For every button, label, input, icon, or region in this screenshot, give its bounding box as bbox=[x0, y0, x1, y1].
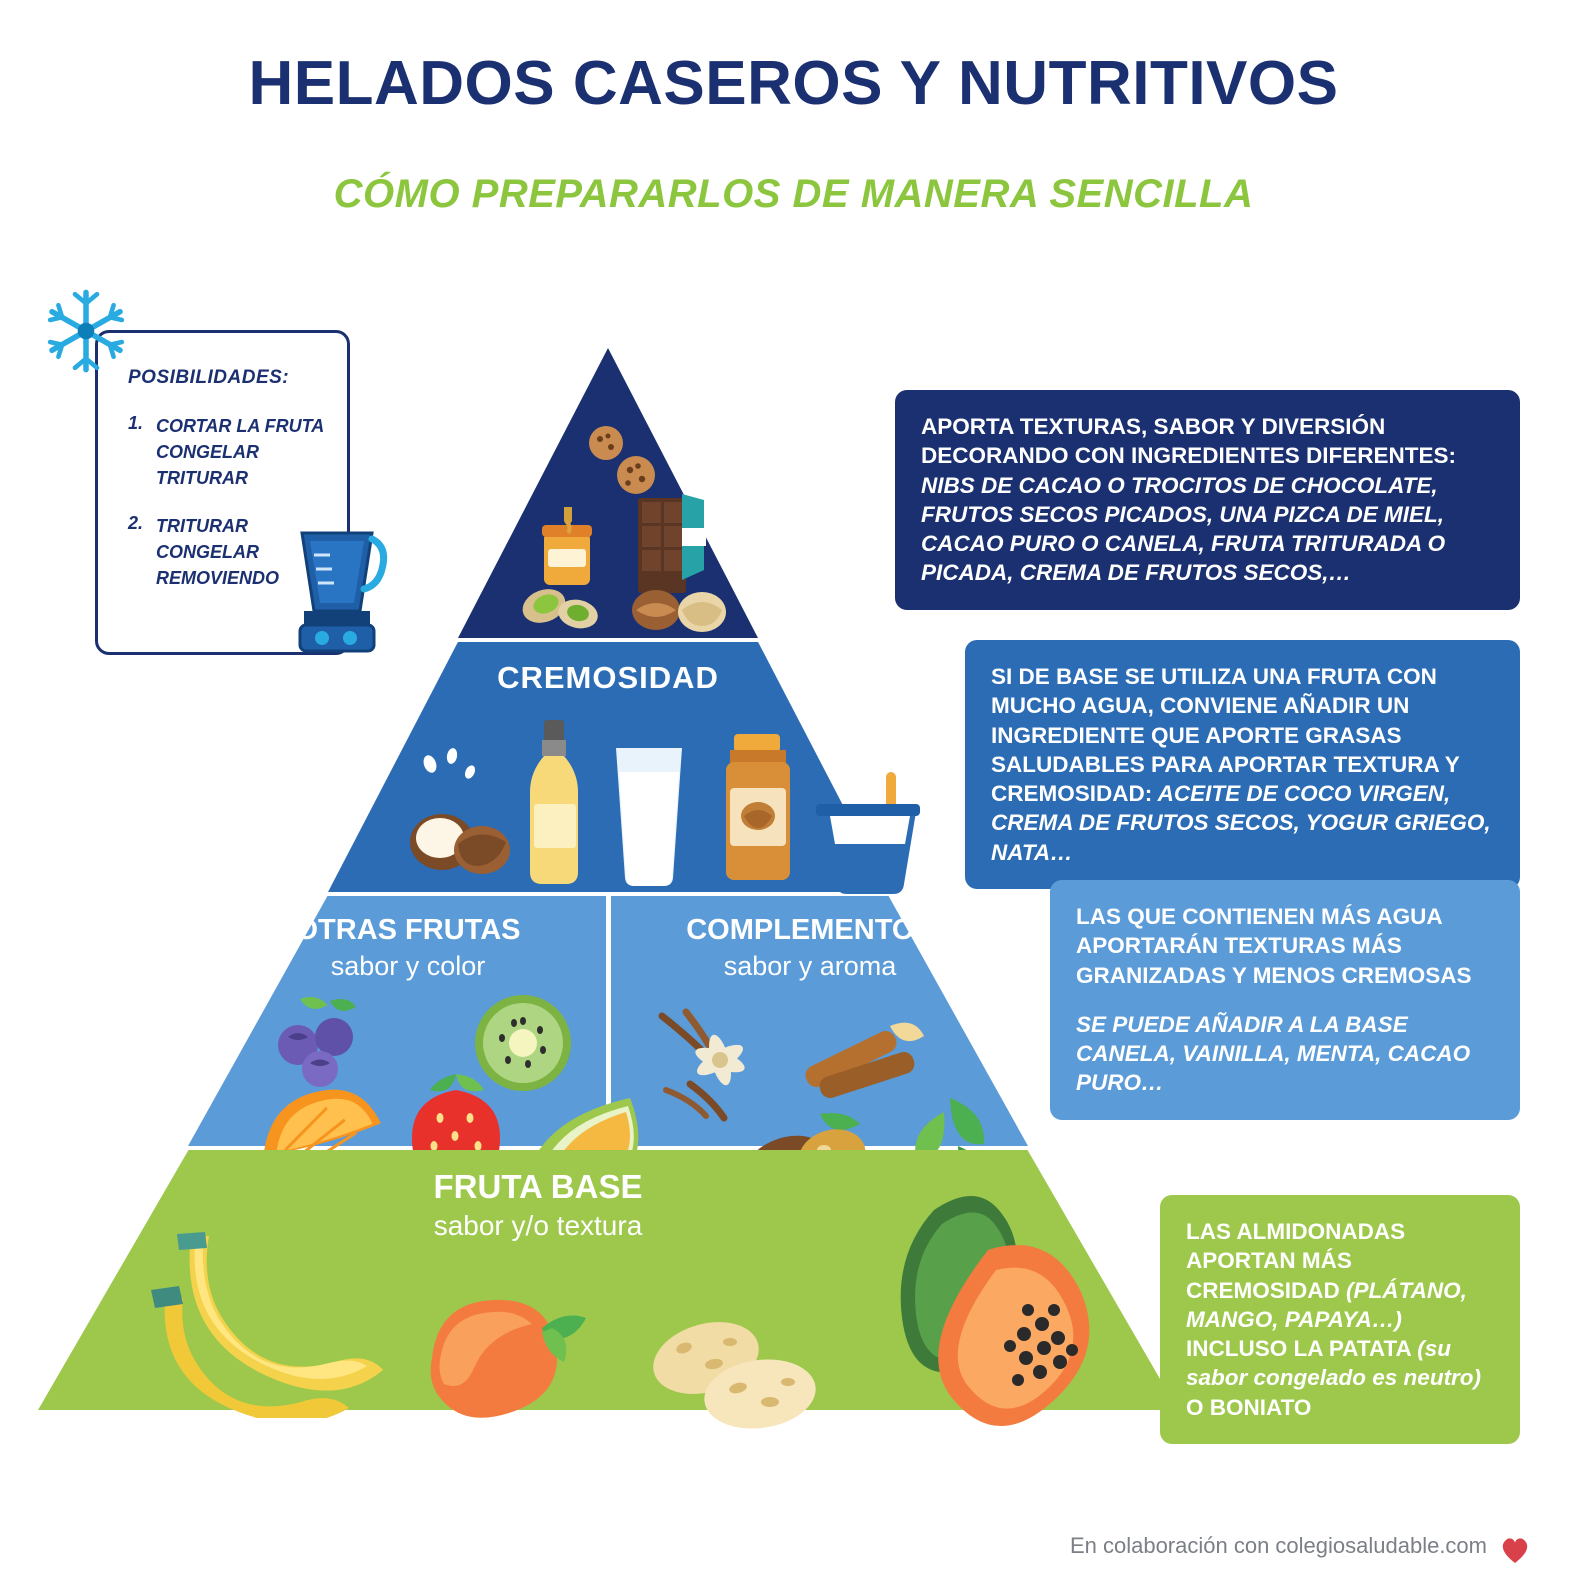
level-subtitle: sabor y/o textura bbox=[433, 1209, 643, 1241]
list-item-number: 1. bbox=[128, 413, 144, 433]
note1-italic: NIBS DE CACAO O TROCITOS DE CHOCOLATE, FRUTOS SECOS PICADOS, UNA PIZCA DE MIEL, CACAO PURO O CANELA, FRUTA TRITURADA O PICADA, CREMA DE FRUTOS SECOS,… bbox=[921, 472, 1446, 586]
pyramid-label-otras-frutas bbox=[208, 914, 608, 982]
peanut-butter-jar-icon bbox=[710, 730, 806, 890]
note3-bold: LAS QUE CONTIENEN MÁS AGUA APORTARÁN TEXTURAS MÁS GRANIZADAS Y MENOS CREMOSAS bbox=[1076, 904, 1472, 988]
note-fruta-base bbox=[1160, 1195, 1520, 1444]
note4-part5: O BONIATO bbox=[1186, 1394, 1312, 1420]
pistachios-icon bbox=[512, 566, 612, 638]
brand-logo-icon bbox=[1498, 1535, 1532, 1565]
note3-italic: SE PUEDE AÑADIR A LA BASE CANELA, VAINILLA, MENTA, CACAO PURO… bbox=[1076, 1011, 1471, 1096]
page-subtitle: CÓMO PREPARARLOS DE MANERA SENCILLA bbox=[333, 172, 1254, 216]
papaya-avocado-icon bbox=[838, 1188, 1098, 1428]
footer-text: En colaboración con colegiosaludable.com bbox=[1069, 1533, 1487, 1558]
pyramid-label-complementos bbox=[610, 914, 1010, 982]
page-title: HELADOS CASEROS Y NUTRITIVOS bbox=[248, 49, 1339, 118]
mango-icon bbox=[418, 1288, 598, 1428]
oil-bottle-icon bbox=[518, 718, 590, 888]
list-line: TRITURAR bbox=[156, 516, 248, 537]
level-title: COMPLEMENTOS bbox=[686, 914, 934, 946]
potatoes-icon bbox=[638, 1308, 838, 1438]
note1-bold: APORTA TEXTURAS, SABOR Y DIVERSIÓN DECORANDO CON INGREDIENTES DIFERENTES: bbox=[921, 414, 1457, 469]
note4-part1: LAS ALMIDONADAS APORTAN MÁS CREMOSIDAD bbox=[1186, 1219, 1406, 1303]
list-line: CONGELAR bbox=[156, 442, 259, 463]
note2-bold: SI DE BASE SE UTILIZA UNA FRUTA CON MUCHO AGUA, CONVIENE AÑADIR UN INGREDIENTE QUE APORTE GRASAS SALUDABLES PARA APORTAR TEXTURA Y CREMOSIDAD: bbox=[991, 664, 1460, 806]
list-line: REMOVIENDO bbox=[156, 568, 280, 589]
level-subtitle: sabor y color bbox=[330, 951, 486, 982]
note4-part2: (PLÁTANO, MANGO, PAPAYA…) bbox=[1186, 1277, 1467, 1332]
list-line: TRITURAR bbox=[156, 468, 248, 489]
list-item-number: 2. bbox=[128, 513, 144, 534]
milk-glass-icon bbox=[600, 738, 698, 888]
pyramid-label-cremosidad: CREMOSIDAD bbox=[497, 660, 719, 695]
yogurt-cup-icon bbox=[808, 766, 928, 896]
note2-italic: ACEITE DE COCO VIRGEN, CREMA DE FRUTOS SECOS, YOGUR GRIEGO, NATA… bbox=[991, 781, 1491, 865]
note-decoracion bbox=[895, 390, 1520, 610]
level-subtitle: sabor y aroma bbox=[723, 951, 897, 982]
level-title: FRUTA BASE bbox=[433, 1168, 643, 1205]
list-line: CONGELAR bbox=[156, 542, 259, 563]
coconut-icon bbox=[408, 746, 518, 886]
level-title: OTRAS FRUTAS bbox=[295, 914, 521, 946]
note4-part3: INCLUSO LA PATATA bbox=[1186, 1336, 1418, 1361]
note-otras-frutas bbox=[1050, 880, 1520, 1120]
list-line: CORTAR LA FRUTA bbox=[156, 416, 325, 436]
bananas-icon bbox=[133, 1228, 403, 1418]
possibilities-title: POSIBILIDADES: bbox=[128, 367, 290, 388]
note-cremosidad bbox=[965, 640, 1520, 889]
note4-part4: (su sabor congelado es neutro) bbox=[1186, 1336, 1482, 1391]
nuts-icon bbox=[626, 570, 736, 642]
